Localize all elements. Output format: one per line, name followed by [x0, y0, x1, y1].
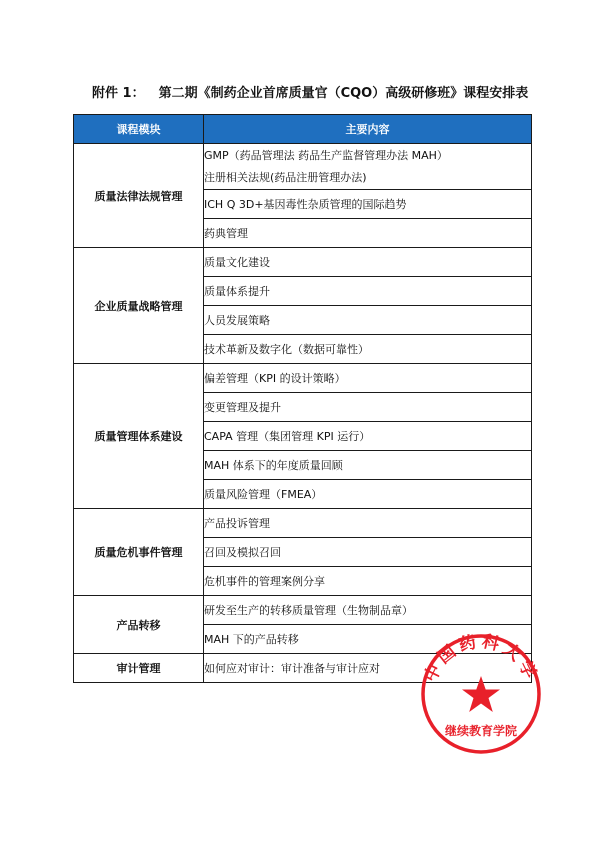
content-cell: 质量文化建设	[204, 248, 532, 277]
table-header-row	[74, 115, 532, 144]
header-module: 课程模块	[74, 115, 204, 144]
module-cell: 质量危机事件管理	[74, 509, 204, 596]
attachment-label: 附件 1：	[92, 86, 145, 101]
star-icon	[462, 676, 500, 712]
content-cell: 质量风险管理（FMEA）	[204, 480, 532, 509]
module-cell: 产品转移	[74, 596, 204, 654]
table-row	[74, 144, 532, 190]
content-cell: 研发至生产的转移质量管理（生物制品章）	[204, 596, 532, 625]
course-schedule-table	[73, 114, 532, 683]
content-cell: 变更管理及提升	[204, 393, 532, 422]
table-row	[74, 248, 532, 277]
title-text: 第二期《制药企业首席质量官（CQO）高级研修班》课程安排表	[158, 86, 529, 101]
official-seal	[419, 632, 543, 756]
header-content: 主要内容	[204, 115, 532, 144]
module-cell: 企业质量战略管理	[74, 248, 204, 364]
document-title	[92, 82, 592, 101]
module-cell: 质量法律法规管理	[74, 144, 204, 248]
content-line: 注册相关法规(药品注册管理办法)	[204, 170, 367, 184]
content-cell: 人员发展策略	[204, 306, 532, 335]
table-row	[74, 596, 532, 625]
content-cell: MAH 下的产品转移	[204, 625, 532, 654]
content-cell: 质量体系提升	[204, 277, 532, 306]
content-cell: MAH 体系下的年度质量回顾	[204, 451, 532, 480]
table-row	[74, 364, 532, 393]
module-cell: 质量管理体系建设	[74, 364, 204, 509]
content-cell: 偏差管理（KPI 的设计策略）	[204, 364, 532, 393]
table-row	[74, 509, 532, 538]
seal-text-top: 中国药科大学	[420, 632, 542, 686]
content-cell: CAPA 管理（集团管理 KPI 运行）	[204, 422, 532, 451]
content-line: GMP（药品管理法 药品生产监督管理办法 MAH）	[204, 148, 448, 162]
content-cell	[204, 144, 532, 190]
seal-text-bottom: 继续教育学院	[444, 724, 518, 738]
content-cell: 药典管理	[204, 219, 532, 248]
content-cell: 产品投诉管理	[204, 509, 532, 538]
content-cell: ICH Q 3D+基因毒性杂质管理的国际趋势	[204, 190, 532, 219]
content-cell: 危机事件的管理案例分享	[204, 567, 532, 596]
content-cell: 技术革新及数字化（数据可靠性）	[204, 335, 532, 364]
content-cell: 召回及模拟召回	[204, 538, 532, 567]
content-cell: 如何应对审计：审计准备与审计应对	[204, 654, 532, 683]
module-cell: 审计管理	[74, 654, 204, 683]
